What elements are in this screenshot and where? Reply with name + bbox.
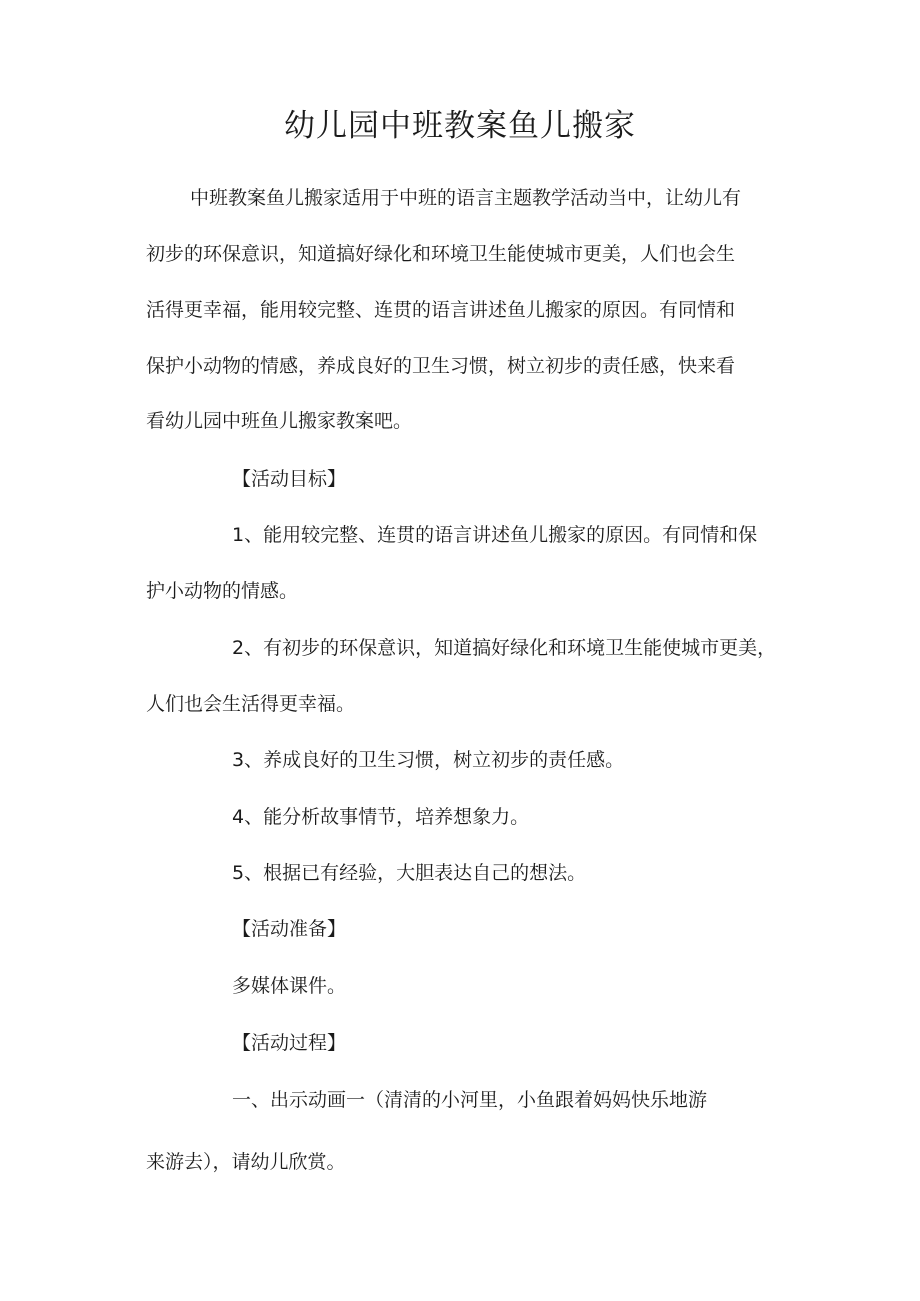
- goal-1-line-1: 1、能用较完整、连贯的语言讲述鱼儿搬家的原因。有同情和保: [232, 524, 758, 546]
- intro-line-2: 初步的环保意识，知道搞好绿化和环境卫生能使城市更美，人们也会生: [146, 243, 736, 265]
- intro-line-4: 保护小动物的情感，养成良好的卫生习惯，树立初步的责任感，快来看: [146, 355, 736, 377]
- step-1-line-2: 来游去），请幼儿欣赏。: [146, 1151, 346, 1173]
- goal-1-line-2: 护小动物的情感。: [146, 580, 299, 602]
- goals-heading: 【活动目标】: [232, 468, 347, 490]
- intro-line-3: 活得更幸福，能用较完整、连贯的语言讲述鱼儿搬家的原因。有同情和: [146, 299, 736, 321]
- prep-text: 多媒体课件。: [232, 975, 347, 997]
- document-title: 幼儿园中班教案鱼儿搬家: [284, 108, 636, 144]
- process-heading: 【活动过程】: [232, 1032, 347, 1054]
- goal-4: 4、能分析故事情节，培养想象力。: [232, 806, 530, 828]
- goal-2-line-1: 2、有初步的环保意识，知道搞好绿化和环境卫生能使城市更美，: [232, 637, 777, 659]
- goal-2-line-2: 人们也会生活得更幸福。: [146, 693, 356, 715]
- goal-5: 5、根据已有经验，大胆表达自己的想法。: [232, 862, 587, 884]
- intro-line-5: 看幼儿园中班鱼儿搬家教案吧。: [146, 410, 413, 432]
- goal-3: 3、养成良好的卫生习惯，树立初步的责任感。: [232, 749, 625, 771]
- intro-line-1: 中班教案鱼儿搬家适用于中班的语言主题教学活动当中，让幼儿有: [190, 187, 742, 209]
- prep-heading: 【活动准备】: [232, 918, 347, 940]
- step-1-line-1: 一、出示动画一（清清的小河里，小鱼跟着妈妈快乐地游: [232, 1089, 708, 1111]
